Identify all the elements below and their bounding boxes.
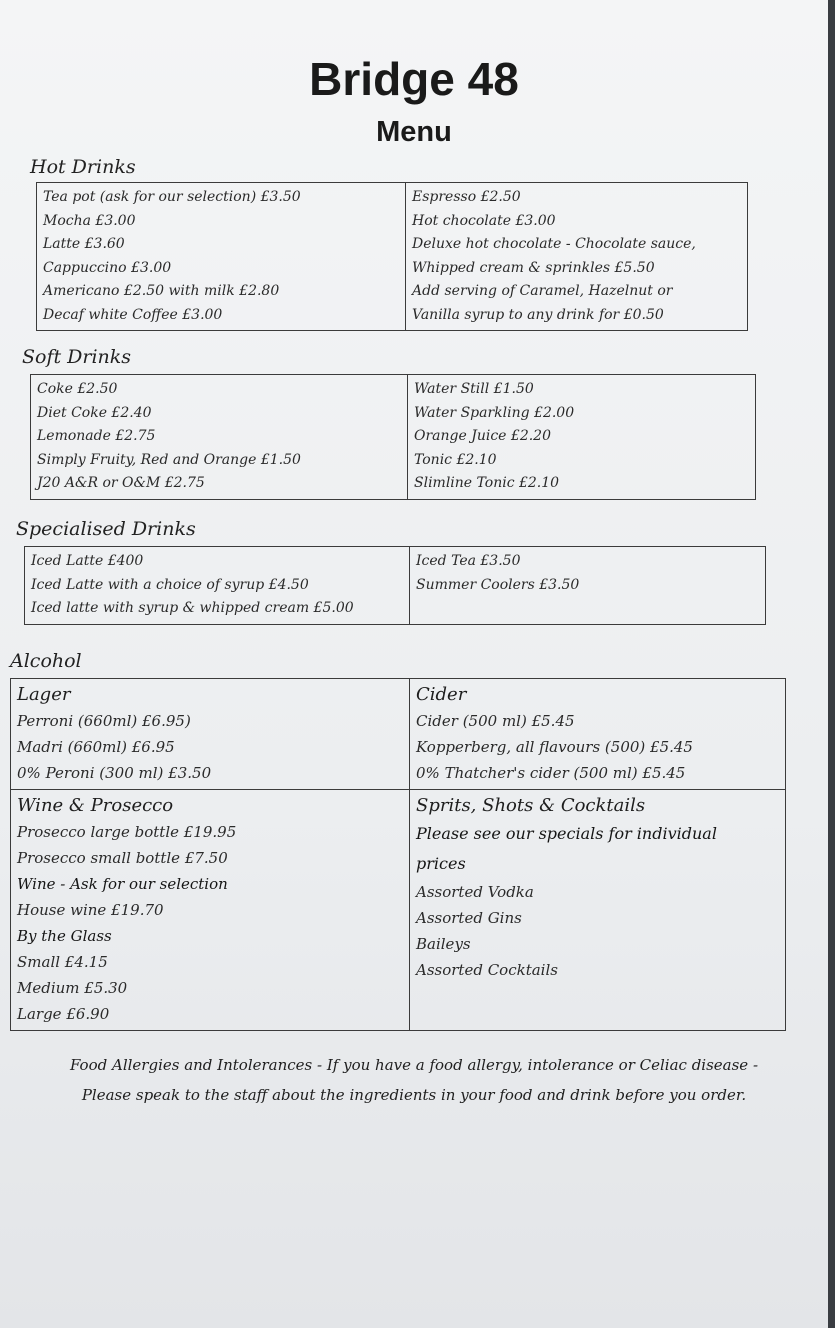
specialised-drinks-right-column	[410, 547, 766, 625]
lager-title: Lager	[17, 684, 71, 705]
hot-drinks-left-column	[37, 183, 406, 331]
spirits-note-continued: prices	[416, 854, 466, 873]
allergy-notice	[0, 1050, 828, 1110]
alcohol-table	[10, 678, 786, 1031]
menu-item: 0% Thatcher's cider (500 ml) £5.45	[416, 764, 686, 782]
menu-item: Wine - Ask for our selection	[17, 875, 228, 893]
menu-item: Perroni (660ml) £6.95)	[17, 712, 191, 730]
menu-item: Water Still £1.50	[414, 381, 534, 397]
menu-item: Iced Latte £400	[31, 553, 144, 569]
menu-item: Prosecco large bottle £19.95	[17, 823, 237, 841]
menu-item: Iced Latte with a choice of syrup £4.50	[31, 576, 309, 593]
menu-item: Deluxe hot chocolate - Chocolate sauce,	[412, 236, 696, 252]
menu-item: Mocha £3.00	[43, 212, 136, 229]
menu-item: Assorted Cocktails	[416, 961, 558, 979]
menu-item: Cider (500 ml) £5.45	[416, 712, 575, 730]
menu-item: Whipped cream & sprinkles £5.50	[412, 259, 655, 276]
menu-item: Iced Tea £3.50	[416, 553, 521, 569]
menu-item: Americano £2.50 with milk £2.80	[43, 283, 280, 299]
menu-item: Tonic £2.10	[414, 451, 497, 468]
menu-item: Simply Fruity, Red and Orange £1.50	[37, 451, 301, 468]
specialised-drinks-table	[24, 546, 766, 625]
spirits-note: Please see our specials for individual	[416, 824, 717, 843]
menu-item: Water Sparkling £2.00	[414, 404, 575, 421]
cider-cell	[410, 679, 786, 790]
menu-item: Assorted Vodka	[416, 883, 534, 901]
alcohol-heading: Alcohol	[10, 650, 82, 672]
menu-item: J20 A&R or O&M £2.75	[37, 475, 205, 491]
lager-cell	[11, 679, 410, 790]
menu-item: Latte £3.60	[43, 236, 125, 252]
menu-item: 0% Peroni (300 ml) £3.50	[17, 764, 212, 782]
menu-item: Decaf white Coffee £3.00	[43, 306, 223, 323]
hot-drinks-table	[36, 182, 748, 331]
allergy-notice-line1: Food Allergies and Intolerances - If you have a food allergy, intolerance or Celiac disease -	[69, 1056, 759, 1074]
hot-drinks-right-column	[406, 183, 748, 331]
spirits-cell	[410, 790, 786, 1031]
page-title: Bridge 48	[309, 53, 519, 105]
menu-item: Add serving of Caramel, Hazelnut or	[412, 283, 673, 299]
soft-drinks-right-column	[408, 375, 756, 500]
menu-item: Vanilla syrup to any drink for £0.50	[412, 306, 664, 323]
menu-item: Slimline Tonic £2.10	[414, 475, 560, 491]
cider-title: Cider	[416, 684, 467, 705]
menu-item: Tea pot (ask for our selection) £3.50	[43, 189, 301, 205]
wine-cell	[11, 790, 410, 1031]
allergy-notice-line2: Please speak to the staff about the ingredients in your food and drink before you order.	[81, 1086, 747, 1104]
menu-item: Cappuccino £3.00	[43, 259, 172, 276]
menu-item: Espresso £2.50	[412, 189, 521, 205]
menu-item: Hot chocolate £3.00	[412, 212, 556, 229]
soft-drinks-table	[30, 374, 756, 500]
menu-item: Baileys	[416, 935, 471, 953]
menu-item: Coke £2.50	[37, 381, 118, 397]
specialised-drinks-heading: Specialised Drinks	[16, 518, 196, 540]
menu-item: Madri (660ml) £6.95	[17, 738, 175, 756]
menu-item: Large £6.90	[17, 1005, 110, 1023]
hot-drinks-heading: Hot Drinks	[30, 156, 136, 178]
menu-item: Diet Coke £2.40	[37, 404, 152, 421]
page-subtitle: Menu	[376, 116, 452, 148]
menu-item: Kopperberg, all flavours (500) £5.45	[416, 738, 693, 756]
menu-item: Lemonade £2.75	[37, 428, 156, 444]
menu-item: Assorted Gins	[416, 909, 522, 927]
wine-title: Wine & Prosecco	[17, 795, 174, 816]
spirits-title: Sprits, Shots & Cocktails	[416, 795, 646, 816]
menu-item: Iced latte with syrup & whipped cream £5.00	[31, 600, 354, 616]
menu-item: Small £4.15	[17, 953, 108, 971]
menu-item: Medium £5.30	[17, 979, 128, 997]
menu-item: Prosecco small bottle £7.50	[17, 849, 228, 867]
menu-item: House wine £19.70	[17, 901, 164, 919]
soft-drinks-left-column	[31, 375, 408, 500]
menu-item: Summer Coolers £3.50	[416, 576, 580, 593]
menu-item: Orange Juice £2.20	[414, 428, 551, 444]
by-the-glass-label: By the Glass	[17, 927, 112, 945]
soft-drinks-heading: Soft Drinks	[22, 346, 132, 368]
specialised-drinks-left-column	[25, 547, 410, 625]
